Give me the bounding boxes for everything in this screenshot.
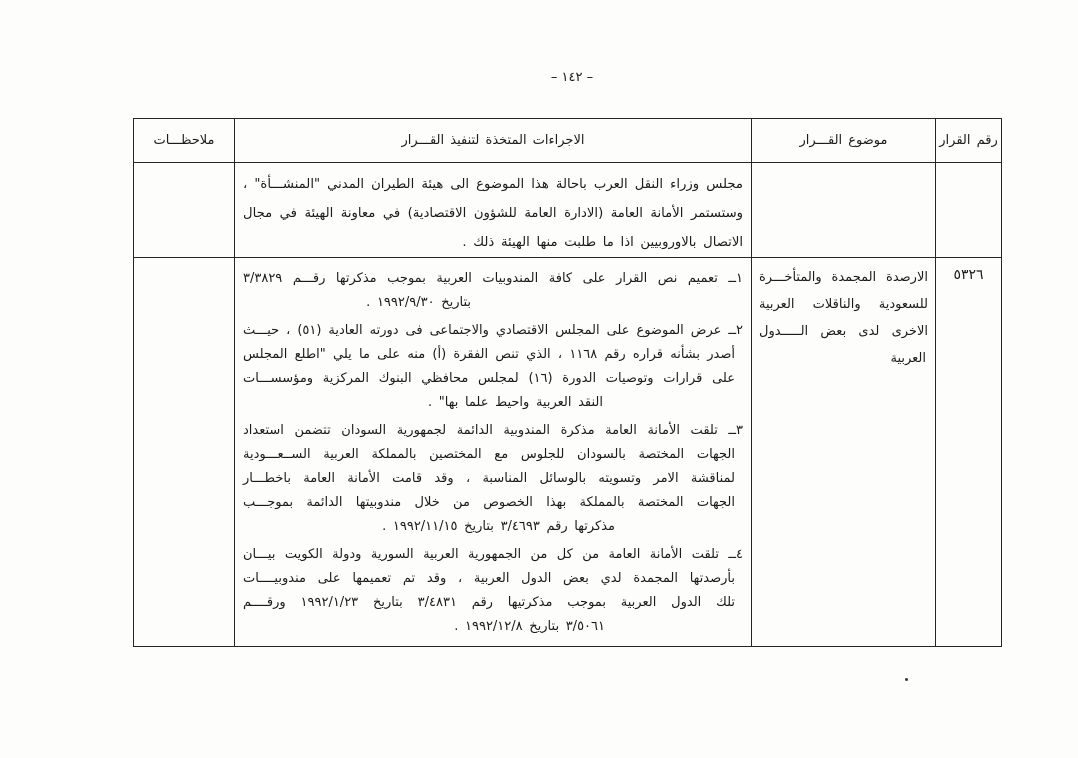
table-row-decision-5326: [134, 258, 1002, 647]
action-paragraph: [243, 163, 743, 257]
action-line: ٣ــ تلقت الأمانة العامة مذكرة المندوبية الدائمة لجمهورية السودان تتضمن استعداد: [243, 423, 743, 438]
action-item-3: [243, 419, 743, 539]
action-line: مجلس وزراء النقل العرب باحالة هذا الموضوع الى هيئة الطيران المدني "المنشـــأة" ،: [243, 177, 743, 192]
action-line: وستستمر الأمانة العامة (الادارة العامة للشؤون الاقتصادية) في معاونة الهيئة في مجال: [243, 206, 743, 221]
action-line: النقد العربية واحيط علما بها" .: [428, 395, 603, 410]
action-line: ٣/٥٠٦١ بتاريخ ١٩٩٢/١٢/٨ .: [454, 619, 605, 634]
action-line: ٢ــ عرض الموضوع على المجلس الاقتصادي والاجتماعى فى دورته العادية (٥١) ، حيـــث: [243, 323, 743, 338]
decision-subject: [759, 258, 928, 372]
subject-line: للسعودية والناقلات العربية: [759, 297, 928, 312]
decision-number: ٥٣٢٦: [953, 267, 984, 283]
action-item-2: [243, 319, 743, 415]
actions-cell: [235, 258, 752, 647]
action-line: بأرصدتها المجمدة لدي بعض الدول العربية ، وقد تم تعميمها على مندوبيــــات: [243, 571, 735, 586]
notes-cell: [134, 163, 235, 258]
table-row-continuation: [134, 163, 1002, 258]
subject-cell-empty: [752, 163, 936, 258]
action-line: ٤ــ تلقت الأمانة العامة من كل من الجمهورية العربية السورية ودولة الكويت بيـــان: [243, 547, 743, 562]
decision-number-cell-empty: [936, 163, 1002, 258]
action-line: ١ــ تعميم نص القرار على كافة المندوبيات العربية بموجب مذكرتها رقـــم ٣/٣٨٢٩: [243, 271, 743, 286]
ink-dot-artifact: [905, 678, 908, 681]
decision-number-cell: [936, 258, 1002, 647]
notes-cell: [134, 258, 235, 647]
page-number: – ١٤٢ –: [550, 70, 594, 85]
action-line: بتاريخ ١٩٩٢/٩/٣٠ .: [366, 295, 471, 310]
action-line: الجهات المختصة بالمملكة بهذا الخصوص من خلال مندوبيتها الدائمة بموجـــب: [243, 495, 735, 510]
subject-line: العربية: [890, 351, 926, 366]
header-actions: الاجراءات المتخذة لتنفيذ القـــرار: [235, 119, 752, 163]
action-line: على قرارات وتوصيات الدورة (١٦) لمجلس محافظي البنوك المركزية ومؤسســـات: [243, 371, 735, 386]
header-notes: ملاحظـــات: [134, 119, 235, 163]
subject-cell: [752, 258, 936, 647]
action-item-4: [243, 543, 743, 639]
action-line: تلك الدول العربية بموجب مذكرتيها رقم ٣/٤٨٣١ بتاريخ ١٩٩٢/١/٢٣ ورقــــم: [243, 595, 736, 610]
header-decision-number: رقم القرار: [936, 119, 1002, 163]
action-line: الاتصال بالاوروبيين اذا ما طلبت منها الهيئة ذلك .: [462, 235, 743, 250]
action-line: أصدر بشأنه قراره رقم ١١٦٨ ، الذي تنص الفقرة (أ) منه على ما يلي "اطلع المجلس: [243, 347, 736, 362]
action-line: لمناقشة الامر وتسويته بالوسائل المناسبة ، وقد قامت الأمانة العامة باخطـــار: [243, 471, 735, 486]
action-items: [243, 258, 743, 639]
action-line: الجهات المختصة بالسودان للجلوس مع المختصين بالمملكة العربية الســعـــودية: [243, 447, 735, 462]
actions-cell: [235, 163, 752, 258]
table-header-row: [134, 119, 1002, 163]
subject-line: الاخرى لدى بعض الـــــدول: [759, 324, 928, 339]
action-line: مذكرتها رقم ٣/٤٦٩٣ بتاريخ ١٩٩٢/١١/١٥ .: [382, 519, 615, 534]
subject-line: الارصدة المجمدة والمتأخـــرة: [759, 270, 928, 285]
follow-up-table: [133, 118, 1002, 647]
action-item-1: [243, 267, 743, 315]
header-subject: موضوع القـــرار: [752, 119, 936, 163]
